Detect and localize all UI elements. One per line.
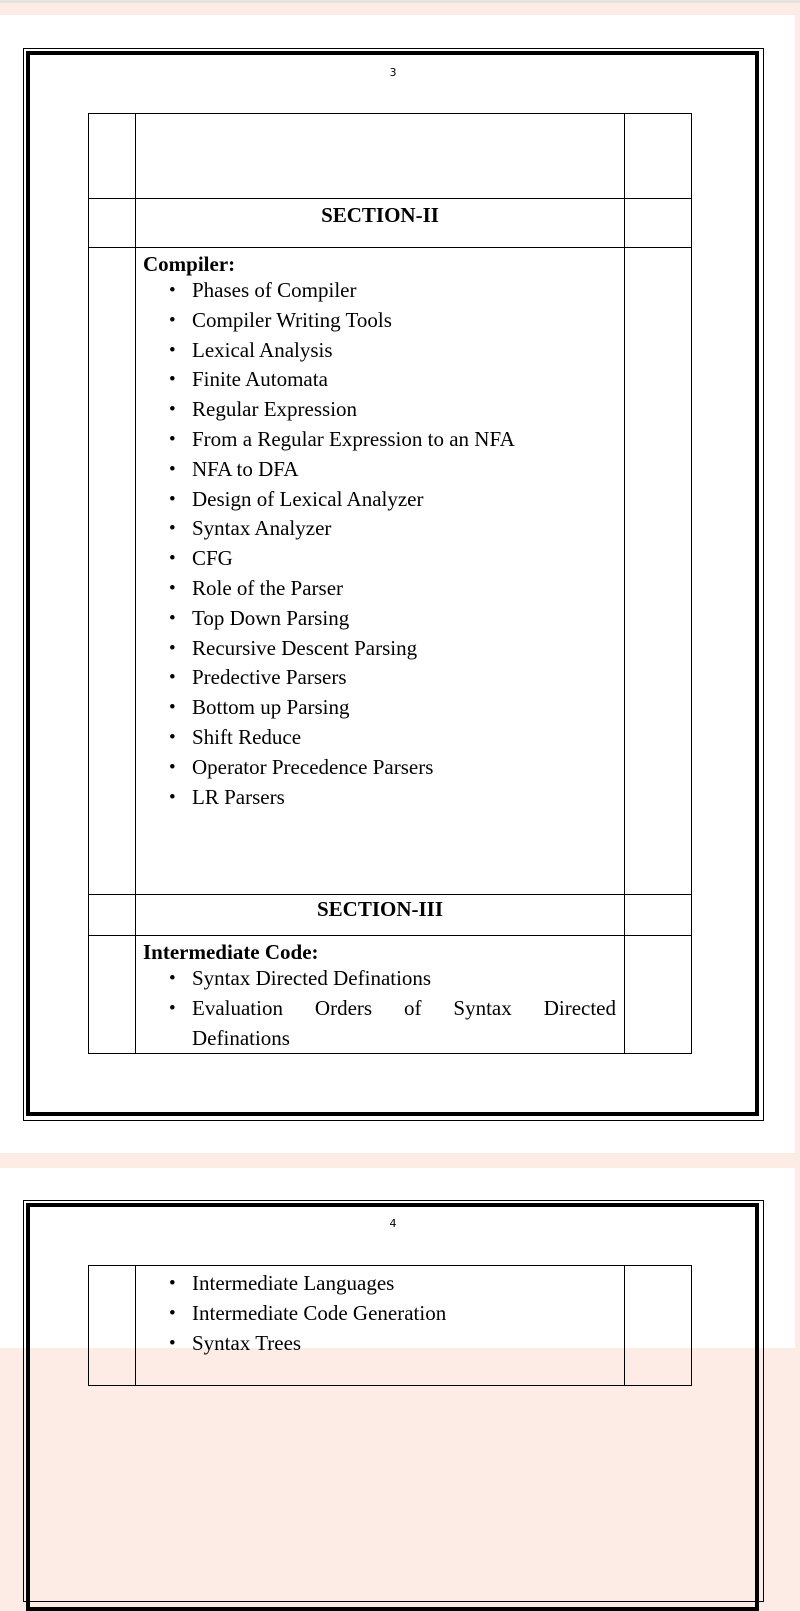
list-item: • Intermediate Code Generation	[169, 1299, 616, 1329]
table-row-section	[89, 199, 692, 248]
bullet-icon: •	[169, 488, 176, 510]
cell-left	[89, 936, 136, 1054]
bullet-icon: •	[169, 726, 176, 748]
list-item: • Finite Automata	[169, 365, 616, 395]
list-item: • CFG	[169, 544, 616, 574]
list-item: • Syntax Analyzer	[169, 514, 616, 544]
table-row-section	[89, 895, 692, 936]
cell-content	[136, 895, 625, 936]
list-item: • Compiler Writing Tools	[169, 306, 616, 336]
list-item: • Syntax Trees	[169, 1329, 616, 1359]
table-row-topic	[89, 248, 692, 895]
cell-right	[625, 248, 692, 895]
table-row-topic	[89, 1266, 692, 1386]
bullet-icon: •	[169, 339, 176, 361]
list-item: • Lexical Analysis	[169, 336, 616, 366]
bullet-icon: •	[169, 667, 176, 689]
topic-heading: Compiler:	[143, 252, 236, 276]
list-item: • Bottom up Parsing	[169, 693, 616, 723]
section-heading: SECTION-II	[321, 203, 439, 227]
bullet-icon: •	[169, 577, 176, 599]
cell-content	[136, 936, 625, 1054]
list-item-continuation: Definations	[192, 1025, 290, 1050]
bullet-icon: •	[169, 458, 176, 480]
bullet-icon: •	[169, 1332, 176, 1354]
bullet-icon: •	[169, 518, 176, 540]
topic-list	[136, 276, 624, 812]
syllabus-table	[88, 1265, 692, 1386]
cell-right	[625, 199, 692, 248]
list-item: • Predective Parsers	[169, 663, 616, 693]
cell-content	[136, 248, 625, 895]
list-item: • Recursive Descent Parsing	[169, 634, 616, 664]
topic-heading: Intermediate Code:	[143, 940, 319, 964]
bullet-icon: •	[169, 428, 176, 450]
topic-list	[136, 1266, 624, 1358]
bullet-icon: •	[169, 548, 176, 570]
cell-content	[136, 199, 625, 248]
list-item: • Design of Lexical Analyzer	[169, 485, 616, 515]
bullet-icon: •	[169, 637, 176, 659]
table-row-topic	[89, 936, 692, 1054]
bullet-icon: •	[169, 756, 176, 778]
cell-right	[625, 1266, 692, 1386]
list-item: • NFA to DFA	[169, 455, 616, 485]
bullet-icon: •	[169, 1302, 176, 1324]
bullet-icon: •	[169, 697, 176, 719]
syllabus-table	[88, 113, 692, 1054]
cell-right	[625, 895, 692, 936]
cell-left	[89, 895, 136, 936]
bullet-icon: •	[169, 997, 176, 1019]
topic-list	[136, 964, 624, 1053]
list-item: • Regular Expression	[169, 395, 616, 425]
list-item: • From a Regular Expression to an NFA	[169, 425, 616, 455]
cell-left	[89, 199, 136, 248]
bullet-icon: •	[169, 399, 176, 421]
bullet-icon: •	[169, 968, 176, 989]
list-item: • Intermediate Languages	[169, 1269, 616, 1299]
list-item: • Operator Precedence Parsers	[169, 753, 616, 783]
cell-right	[625, 936, 692, 1054]
document-page-4	[0, 1168, 795, 1355]
viewer-top-edge	[0, 0, 800, 3]
list-item: • Evaluation Orders of Syntax Directed	[169, 994, 616, 1024]
bullet-icon: •	[169, 369, 176, 391]
cell-content	[136, 1266, 625, 1386]
list-item: • Syntax Directed Definations	[169, 964, 616, 994]
list-item: • Top Down Parsing	[169, 604, 616, 634]
table-row-blank	[89, 114, 692, 199]
bullet-icon: •	[169, 280, 176, 301]
bullet-icon: •	[169, 309, 176, 331]
bullet-icon: •	[169, 786, 176, 808]
page-number: 4	[389, 1217, 397, 1230]
page-number: 3	[389, 66, 397, 79]
cell-left	[89, 248, 136, 895]
bullet-icon: •	[169, 1273, 176, 1294]
cell-right	[625, 114, 692, 199]
section-heading: SECTION-III	[316, 897, 444, 921]
cell-left	[89, 1266, 136, 1386]
document-page-3	[0, 15, 795, 1153]
cell-left	[89, 114, 136, 199]
list-item: • Shift Reduce	[169, 723, 616, 753]
list-item: • Role of the Parser	[169, 574, 616, 604]
list-item: • Phases of Compiler	[169, 276, 616, 306]
cell-content	[136, 114, 625, 199]
bullet-icon: •	[169, 607, 176, 629]
list-item: • LR Parsers	[169, 783, 616, 813]
